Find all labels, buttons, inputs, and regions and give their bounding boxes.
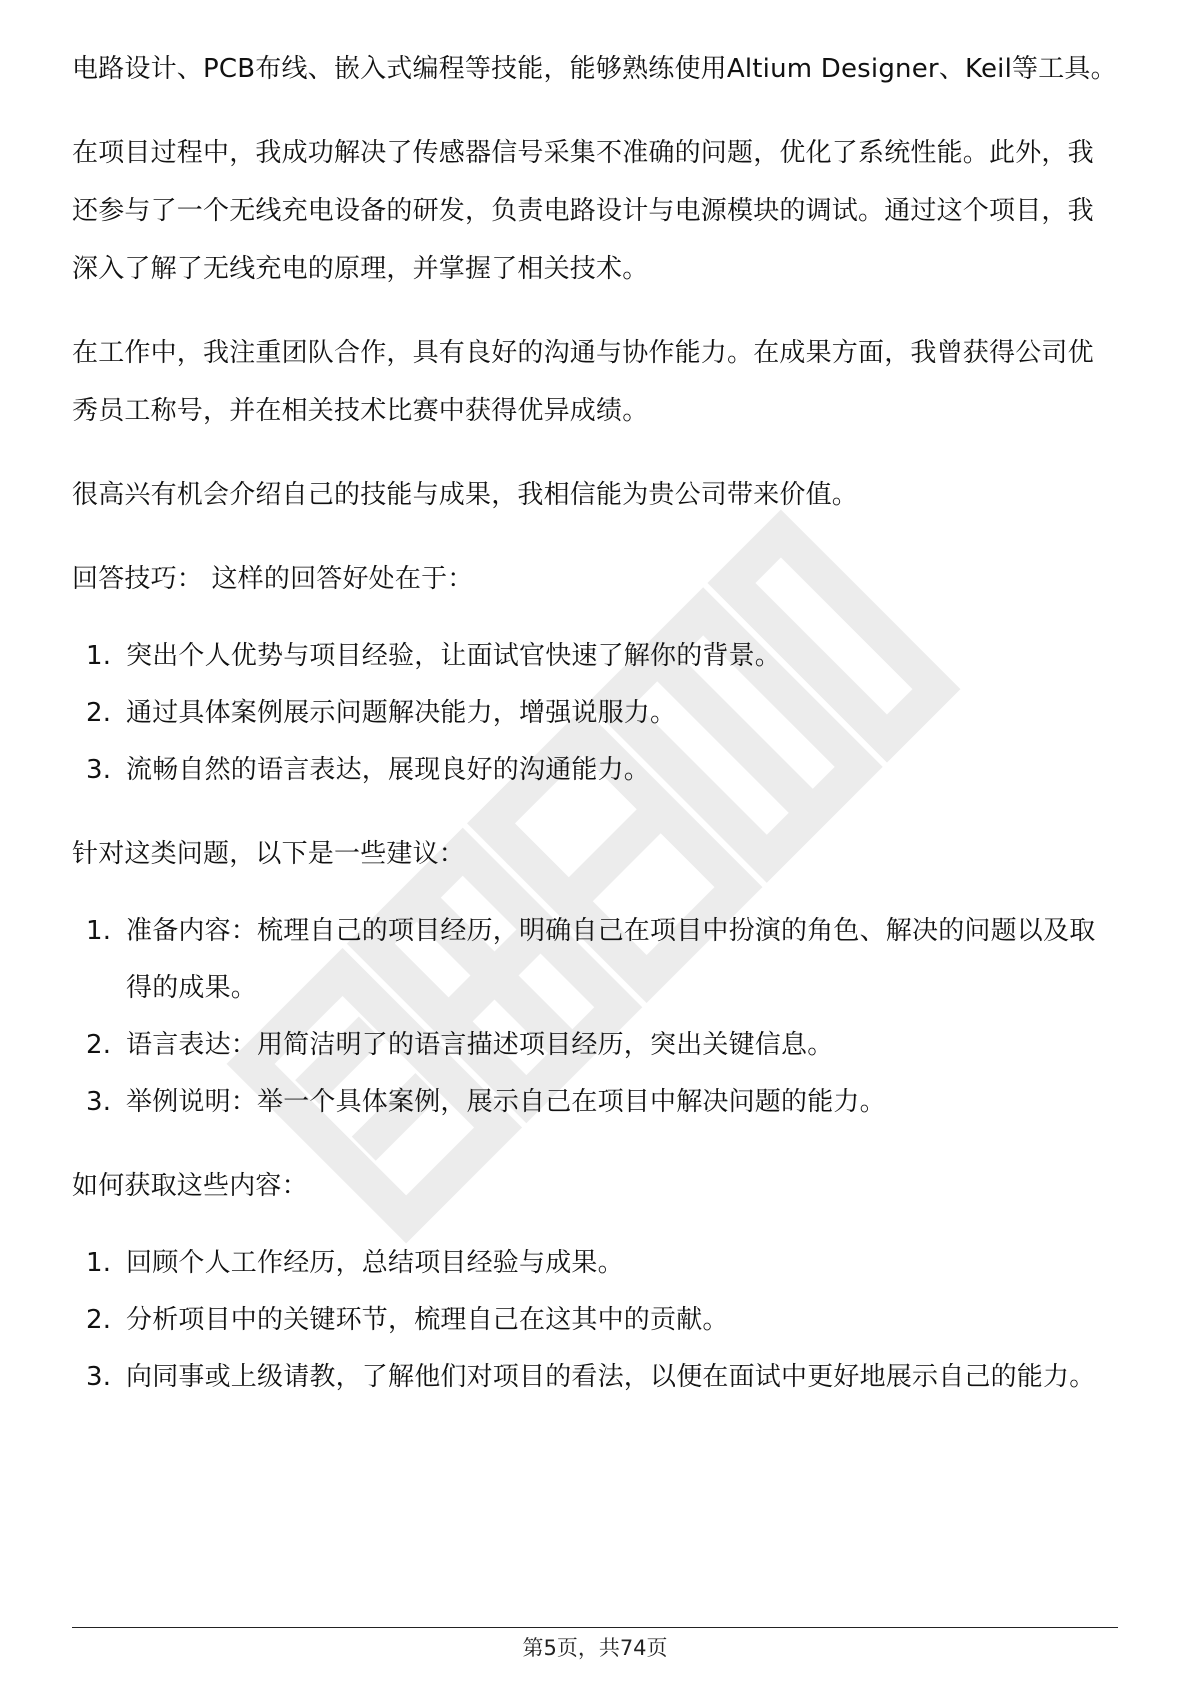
list-item-text: 语言表达：用简洁明了的语言描述项目经历，突出关键信息。 [126, 1030, 834, 1060]
list-item-text: 流畅自然的语言表达，展现良好的沟通能力。 [126, 755, 651, 785]
list-number: 1. [86, 916, 112, 946]
list-item [72, 742, 1118, 799]
list-item-text: 突出个人优势与项目经验，让面试官快速了解你的背景。 [126, 641, 782, 671]
paragraph-project: 在项目过程中，我成功解决了传感器信号采集不准确的问题，优化了系统性能。此外，我还参与了一个无线充电设备的研发，负责电路设计与电源模块的调试。通过这个项目，我深入了解了无线充电的原理，并掌握了相关技术。 [72, 138, 1094, 284]
advice-heading: 针对这类问题，以下是一些建议： [72, 839, 466, 869]
paragraph-closing: 很高兴有机会介绍自己的技能与成果，我相信能为贵公司带来价值。 [72, 480, 859, 510]
page-number: 第5页，共74页 [522, 1636, 668, 1660]
list-item-text: 回顾个人工作经历，总结项目经验与成果。 [126, 1248, 624, 1278]
list-item [72, 1349, 1118, 1406]
list-item [72, 1235, 1118, 1292]
list-number: 1. [86, 1248, 112, 1278]
footer-divider [72, 1627, 1118, 1628]
list-number: 3. [86, 1362, 112, 1392]
list-item [72, 1017, 1118, 1074]
list-item [72, 1074, 1118, 1131]
paragraph-skills: 电路设计、PCB布线、嵌入式编程等技能，能够熟练使用Altium Designer、Keil等工具。 [72, 54, 1117, 84]
list-item-text: 分析项目中的关键环节，梳理自己在这其中的贡献。 [126, 1305, 729, 1335]
list-item-text: 举例说明：举一个具体案例，展示自己在项目中解决问题的能力。 [126, 1087, 886, 1117]
list-item-text: 向同事或上级请教，了解他们对项目的看法，以便在面试中更好地展示自己的能力。 [126, 1362, 1096, 1392]
list-item-text: 通过具体案例展示问题解决能力，增强说服力。 [126, 698, 677, 728]
list-number: 2. [86, 698, 112, 728]
document-body [72, 40, 1118, 1432]
list-item-text: 准备内容：梳理自己的项目经历，明确自己在项目中扮演的角色、解决的问题以及取得的成果。 [126, 916, 1096, 1003]
tips-list [72, 628, 1118, 799]
howto-list [72, 1235, 1118, 1406]
list-number: 3. [86, 755, 112, 785]
list-item [72, 628, 1118, 685]
list-number: 1. [86, 641, 112, 671]
list-number: 3. [86, 1087, 112, 1117]
advice-list [72, 903, 1118, 1131]
paragraph-teamwork: 在工作中，我注重团队合作，具有良好的沟通与协作能力。在成果方面，我曾获得公司优秀员工称号，并在相关技术比赛中获得优异成绩。 [72, 338, 1094, 426]
list-number: 2. [86, 1030, 112, 1060]
list-item [72, 685, 1118, 742]
list-number: 2. [86, 1305, 112, 1335]
list-item [72, 1292, 1118, 1349]
howto-heading: 如何获取这些内容： [72, 1171, 308, 1201]
tips-heading: 回答技巧： 这样的回答好处在于： [72, 564, 474, 594]
list-item [72, 903, 1118, 1017]
